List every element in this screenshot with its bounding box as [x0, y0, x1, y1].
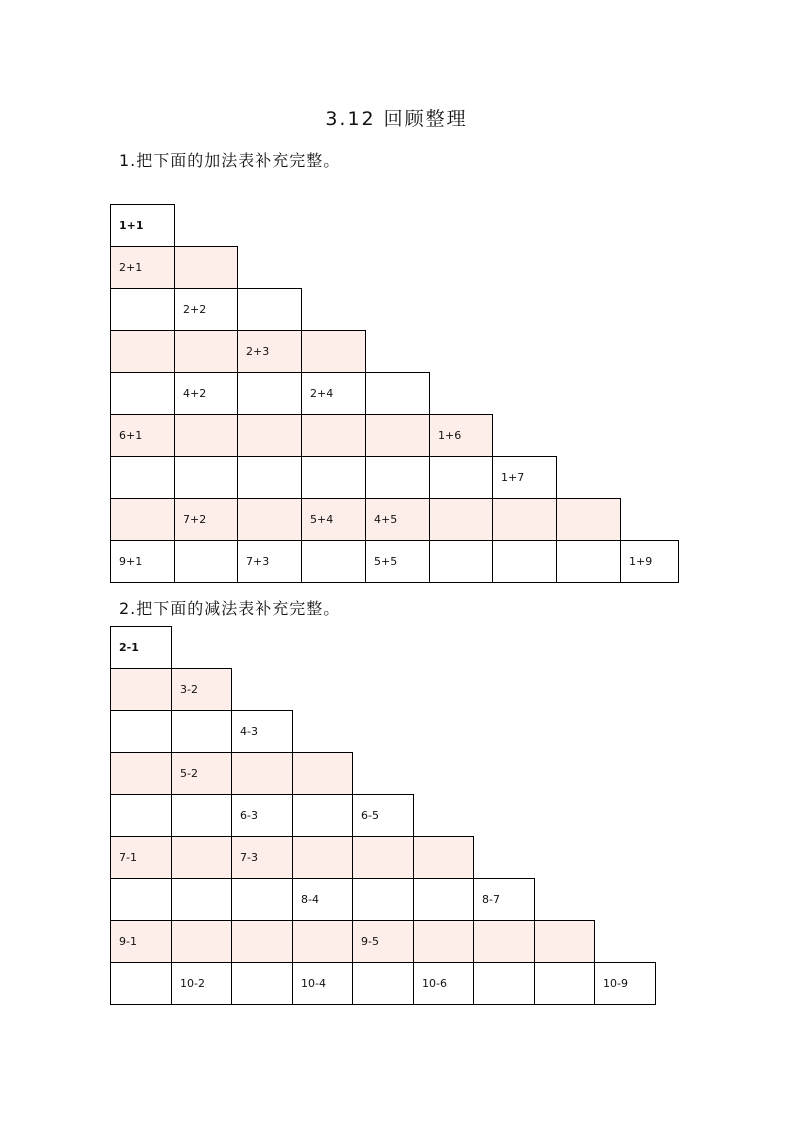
addition-table-cell: 4+5: [365, 498, 430, 541]
subtraction-table-cell: 7-1: [110, 836, 172, 879]
subtraction-table-cell: [171, 710, 232, 753]
subtraction-table-cell: [413, 836, 474, 879]
subtraction-table-cell: [110, 878, 172, 921]
subtraction-table-cell: [110, 668, 172, 711]
subtraction-table-cell: [292, 752, 353, 795]
subtraction-table-cell: [110, 962, 172, 1005]
addition-table-cell: 7+3: [237, 540, 302, 583]
addition-table-cell: [429, 540, 493, 583]
subtraction-table-cell: [352, 836, 414, 879]
subtraction-table-cell: 10-4: [292, 962, 353, 1005]
question-1-prompt: 1.把下面的加法表补充完整。: [119, 151, 341, 170]
addition-table-cell: 2+4: [301, 372, 366, 415]
subtraction-table-cell: [110, 752, 172, 795]
addition-table-cell: [110, 456, 175, 499]
addition-table-cell: [110, 288, 175, 331]
addition-table-cell: [301, 540, 366, 583]
subtraction-table-cell: [473, 962, 535, 1005]
addition-table-cell: [301, 456, 366, 499]
addition-table-cell: [492, 540, 557, 583]
subtraction-table-cell: 9-5: [352, 920, 414, 963]
addition-table-cell: [174, 246, 238, 289]
subtraction-table-cell: [534, 962, 595, 1005]
subtraction-table-cell: [171, 836, 232, 879]
addition-table-cell: [556, 498, 621, 541]
subtraction-table-cell: [171, 794, 232, 837]
addition-table-cell: [237, 414, 302, 457]
subtraction-table-cell: [292, 836, 353, 879]
subtraction-table-cell: [473, 920, 535, 963]
subtraction-table-cell: [110, 794, 172, 837]
subtraction-table-cell: [171, 920, 232, 963]
addition-table-cell: [365, 414, 430, 457]
addition-table-cell: [301, 414, 366, 457]
subtraction-table-cell: [413, 878, 474, 921]
subtraction-table-cell: 10-9: [594, 962, 656, 1005]
subtraction-table-cell: [231, 752, 293, 795]
addition-table-cell: [237, 456, 302, 499]
subtraction-table-cell: 10-2: [171, 962, 232, 1005]
addition-table-cell: 9+1: [110, 540, 175, 583]
addition-table-cell: 2+1: [110, 246, 175, 289]
subtraction-table-cell: 6-5: [352, 794, 414, 837]
addition-table-cell: 2+3: [237, 330, 302, 373]
subtraction-table-cell: [413, 920, 474, 963]
subtraction-table-cell: 2-1: [110, 626, 172, 669]
addition-table-cell: 7+2: [174, 498, 238, 541]
addition-table-cell: [110, 372, 175, 415]
subtraction-table-cell: [231, 920, 293, 963]
addition-table-cell: [492, 498, 557, 541]
subtraction-table-cell: 10-6: [413, 962, 474, 1005]
subtraction-table-cell: 6-3: [231, 794, 293, 837]
addition-table-cell: 1+6: [429, 414, 493, 457]
addition-table-cell: [110, 330, 175, 373]
addition-table-cell: [237, 498, 302, 541]
addition-table-cell: 5+4: [301, 498, 366, 541]
addition-table-cell: 4+2: [174, 372, 238, 415]
addition-table-cell: [429, 456, 493, 499]
subtraction-table-cell: 8-7: [473, 878, 535, 921]
addition-table-cell: [174, 540, 238, 583]
subtraction-table-cell: [110, 710, 172, 753]
addition-table-cell: [174, 414, 238, 457]
subtraction-table-cell: [534, 920, 595, 963]
addition-table-cell: [365, 372, 430, 415]
page-title: 3.12 回顾整理: [325, 108, 468, 130]
subtraction-table-cell: 5-2: [171, 752, 232, 795]
question-2-prompt: 2.把下面的减法表补充完整。: [119, 599, 341, 618]
addition-table-cell: [365, 456, 430, 499]
subtraction-table-cell: 8-4: [292, 878, 353, 921]
subtraction-table-cell: 4-3: [231, 710, 293, 753]
subtraction-table-cell: [352, 878, 414, 921]
addition-table-cell: [556, 540, 621, 583]
addition-table-cell: [174, 456, 238, 499]
addition-table-cell: [237, 288, 302, 331]
addition-table-cell: 1+9: [620, 540, 679, 583]
subtraction-table-cell: 7-3: [231, 836, 293, 879]
addition-table-cell: 1+1: [110, 204, 175, 247]
addition-table-cell: [429, 498, 493, 541]
addition-table-cell: 5+5: [365, 540, 430, 583]
subtraction-table-cell: [292, 920, 353, 963]
subtraction-table-cell: [292, 794, 353, 837]
addition-table-cell: [237, 372, 302, 415]
subtraction-table-cell: [352, 962, 414, 1005]
subtraction-table-cell: 9-1: [110, 920, 172, 963]
subtraction-table-cell: [171, 878, 232, 921]
addition-table-cell: [174, 330, 238, 373]
addition-table-cell: [110, 498, 175, 541]
addition-table-cell: 1+7: [492, 456, 557, 499]
subtraction-table-cell: 3-2: [171, 668, 232, 711]
subtraction-table-cell: [231, 878, 293, 921]
subtraction-table-cell: [231, 962, 293, 1005]
addition-table-cell: [301, 330, 366, 373]
addition-table-cell: 6+1: [110, 414, 175, 457]
addition-table-cell: 2+2: [174, 288, 238, 331]
